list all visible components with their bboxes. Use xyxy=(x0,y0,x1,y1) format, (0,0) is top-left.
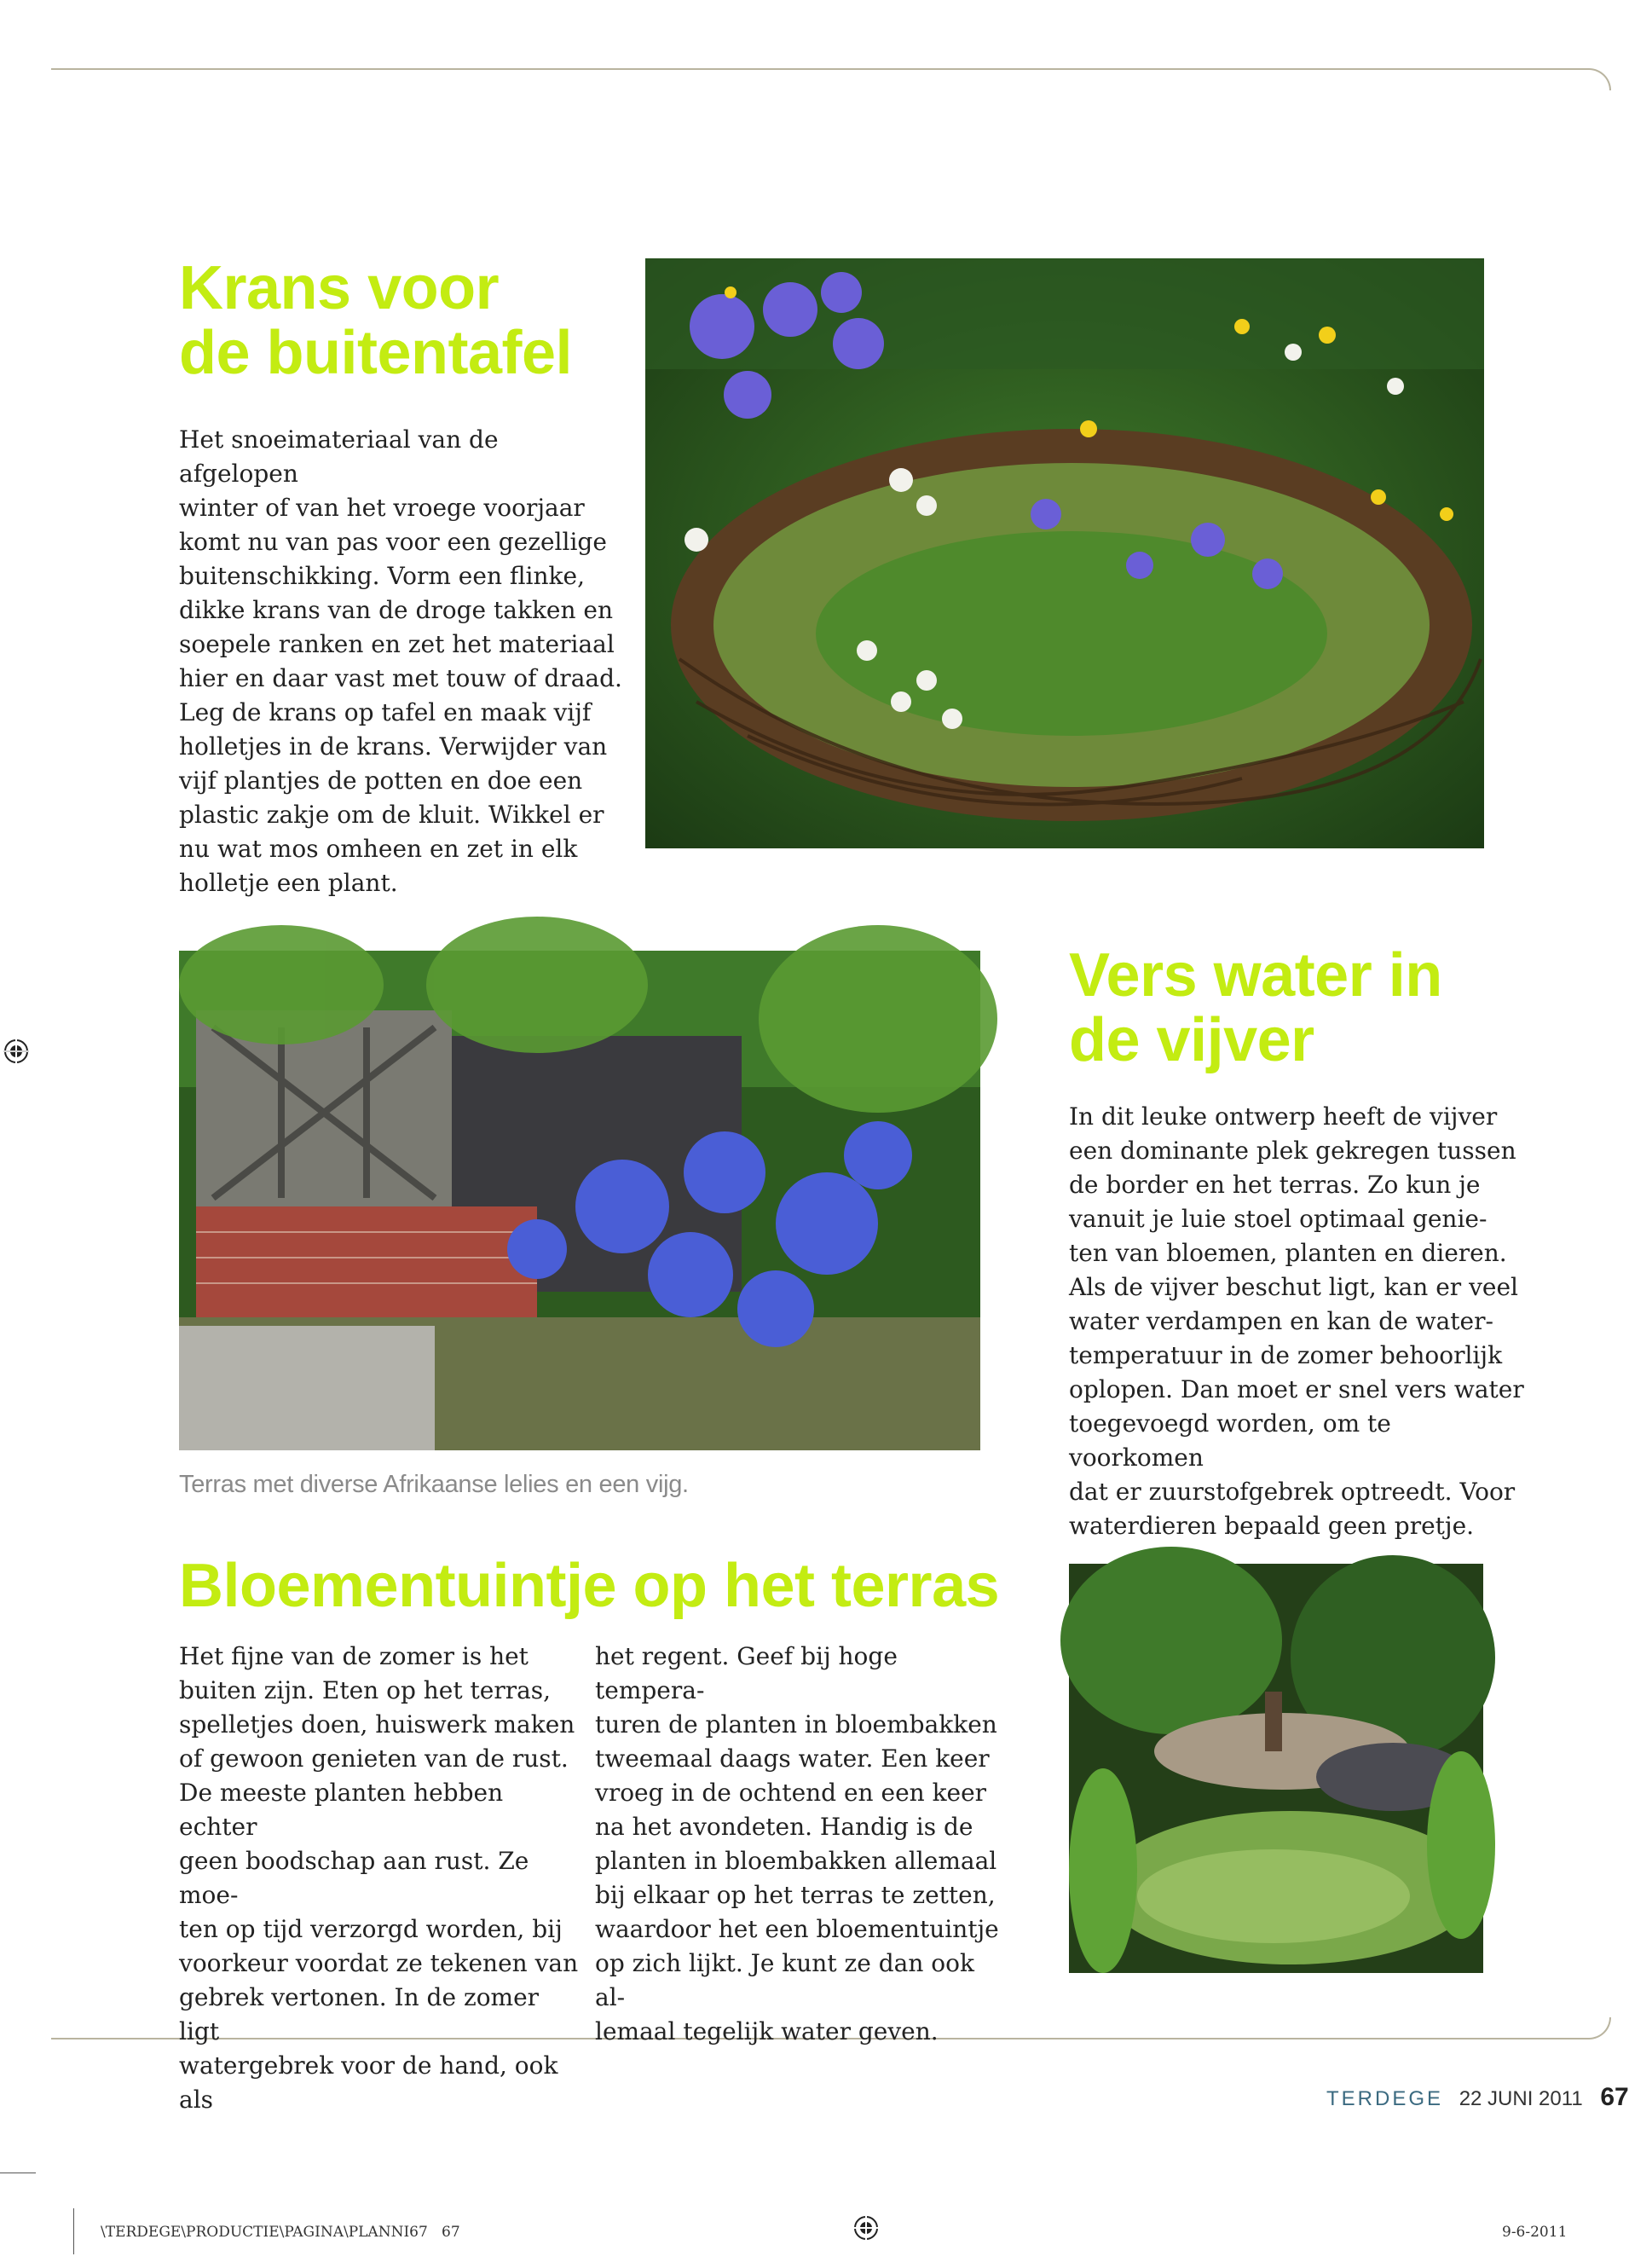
footer-date: 22 JUNI 2011 xyxy=(1459,2087,1583,2110)
top-rule xyxy=(51,68,1611,90)
slug-date: 9-6-2011 xyxy=(1502,2224,1568,2241)
article-pond-body: In dit leuke ontwerp heeft de vijver een dominante plek gekregen tussen de border en het terras. Zo kun je vanuit je luie stoel optimaal genie- ten van bloemen, planten en dieren. Als de vijver beschut ligt, kan er veel water verdampen en kan de water- temperatuur in de zomer behoorlijk oplopen. Dan moet er snel vers water toegevoegd worden, om te voorkomen dat er zuurstofgebrek optreedt. Voor waterdieren bepaald geen pretje. xyxy=(1069,1102,1524,1540)
article-wreath-body: Het snoeimateriaal van de afgelopen winter of van het vroege voorjaar komt nu van pas voor een gezellige buitenschikking. Vorm een flinke, dikke krans van de droge takken en soepele ranken en zet het materiaal hier en daar vast met touw of draad. Leg de krans op tafel en maak vijf holletjes in de krans. Verwijder van vijf plantjes de potten en doe een plastic zakje om de kluit. Wikkel er nu wat mos omheen en zet in elk holletje een plant. xyxy=(179,425,622,897)
article-terrace-col1: Het fijne van de zomer is het buiten zijn. Eten op het terras, spelletjes doen, huiswerk maken of gewoon genieten van de rust. De meeste planten hebben echter geen boodschap aan rust. Ze moe- ten op tijd verzorgd worden, bij voorkeur voordat ze tekenen van gebrek vertonen. In de zomer ligt watergebrek voor de hand, ook als xyxy=(179,1642,579,2114)
article-pond-title: Vers water in de vijver xyxy=(1069,941,1442,1074)
article-pond xyxy=(1069,943,1529,1543)
photo-wreath xyxy=(645,258,1484,848)
article-terrace-col2: het regent. Geef bij hoge tempera- turen de planten in bloembakken tweemaal daags water. Een keer vroeg in de ochtend en een keer na het avondeten. Handig is de planten in bloembakken allemaal bij elkaar op het terras te zetten, waardoor het een bloementuintje op zich lijkt. Je kunt ze dan ook al- lemaal tegelijk water geven. xyxy=(595,1642,999,2045)
footer-brand: TERDEGE xyxy=(1326,2087,1444,2110)
page-footer xyxy=(1326,2083,1629,2112)
photo-caption: Terras met diverse Afrikaanse lelies en een vijg. xyxy=(179,1471,689,1498)
slug-path: \TERDEGE\PRODUCTIE\PAGINA\PLANNI67 67 xyxy=(101,2224,460,2241)
article-terrace-title: Bloementuintje op het terras xyxy=(179,1552,1000,1620)
photo-pond xyxy=(1069,1564,1483,1973)
article-wreath-title: Krans voor de buitentafel xyxy=(179,254,573,387)
crop-mark xyxy=(73,2208,74,2254)
registration-mark-icon xyxy=(3,1039,29,1064)
footer-page-number: 67 xyxy=(1600,2083,1629,2111)
article-wreath xyxy=(179,256,622,900)
photo-terrace xyxy=(179,951,980,1450)
registration-mark-bottom-icon xyxy=(853,2215,879,2241)
